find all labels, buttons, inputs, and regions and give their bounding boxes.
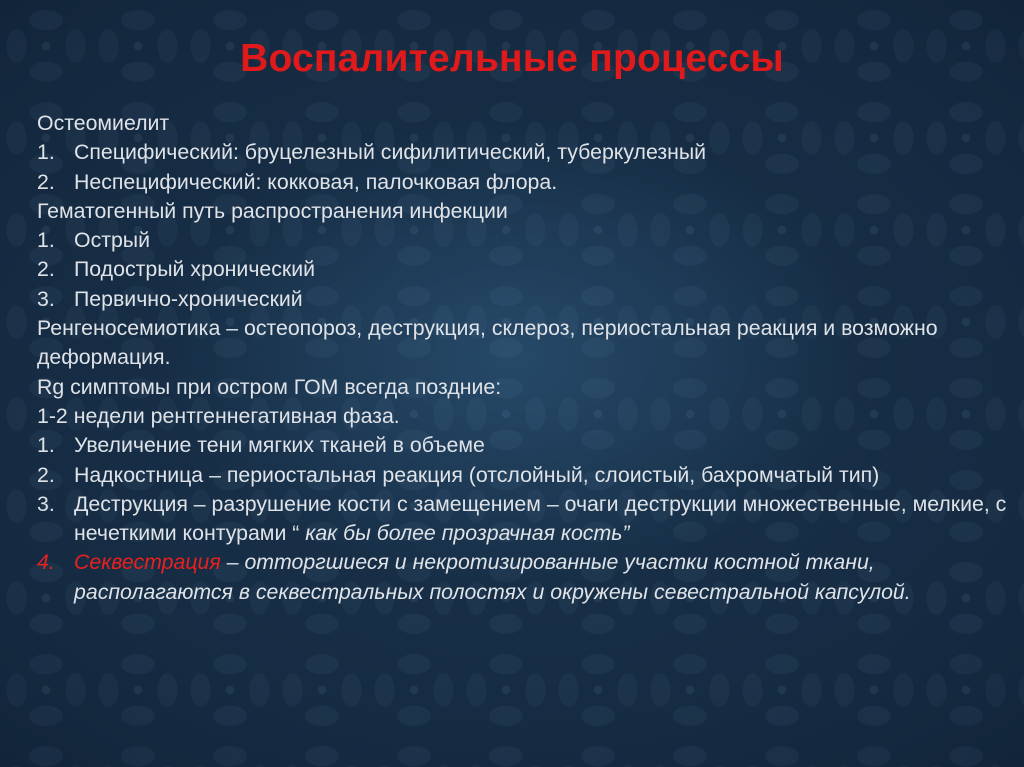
sequestration-description: – отторгшиеся и некротизированные участки костной ткани, располагаются в секвестральных полостях и окружены севестральной капсулой. [74,550,911,604]
list-number: 4. [37,550,55,575]
slide-title: Воспалительные процессы [240,37,784,80]
rg-symptoms-line: Rg симптомы при остром ГОМ всегда поздние: [37,374,502,399]
phase-line: 1-2 недели рентгеннегативная фаза. [37,403,400,428]
list-text: Увеличение тени мягких тканей в объеме [74,433,485,458]
list-number: 3. [37,286,55,311]
list-text: Неспецифический: кокковая, палочковая флора. [74,169,558,194]
osteomyelitis-heading: Остеомиелит [37,111,170,135]
list-number: 1. [37,228,55,253]
list-item [37,461,1012,490]
slide-body [37,109,1012,607]
list-number: 3. [37,491,55,516]
list-text: Острый [74,228,151,253]
list-text: Специфический: бруцелезный сифилитический, туберкулезный [74,140,707,165]
list-number: 2. [37,257,55,282]
list-number: 2. [37,169,55,194]
list-item [37,431,1012,460]
destruction-italic-text: как бы более прозрачная кость” [305,521,630,546]
list-text: Подострый хронический [74,257,316,282]
list-item [37,168,1012,197]
list-text: Первично-хронический [74,286,303,311]
list-number: 2. [37,462,55,487]
hematogenous-heading: Гематогенный путь распространения инфекции [37,198,508,223]
list-item [37,490,1012,549]
list-item [37,138,1012,167]
list-item [37,226,1012,255]
list-number: 1. [37,433,55,458]
list-item [37,255,1012,284]
list-text: Надкостница – периостальная реакция (отслойный, слоистый, бахромчатый тип) [74,462,880,487]
destruction-text: Деструкция – разрушение кости с замещением – очаги деструкции множественные, мелкие, с нечеткими контурами “ [74,491,1007,546]
semiotics-paragraph: Ренгеносемиотика – остеопороз, деструкция, склероз, периостальная реакция и возможно деформация. [37,316,938,370]
sequestration-term: Секвестрация [74,550,221,575]
list-text [74,548,1012,607]
list-item-highlighted [37,548,1012,607]
list-text [74,490,1012,549]
list-item [37,285,1012,314]
list-number: 1. [37,140,55,165]
